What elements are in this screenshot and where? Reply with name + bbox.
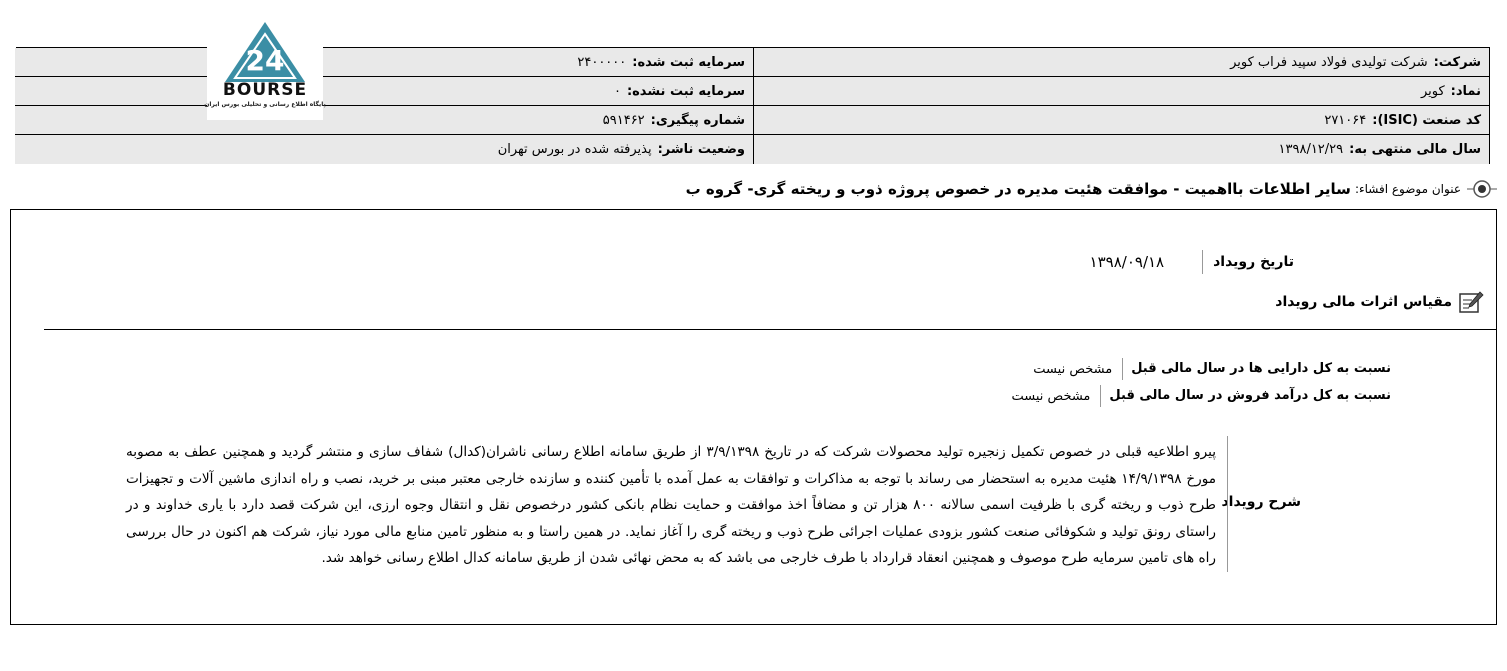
event-date-value: ۱۳۹۸/۰۹/۱۸	[1089, 253, 1165, 271]
disclosure-subject	[686, 176, 1497, 202]
isic-value: ۲۷۱۰۶۴	[1324, 112, 1367, 128]
ratio-assets-row	[1033, 358, 1391, 380]
symbol-cell	[753, 77, 1489, 106]
capital-registered-cell	[15, 48, 753, 77]
company-label: شرکت:	[1433, 54, 1481, 70]
edit-note-icon	[1458, 290, 1484, 314]
event-panel	[10, 209, 1497, 625]
description-separator	[1227, 436, 1228, 572]
subject-caption: عنوان موضوع افشاء:	[1354, 182, 1461, 196]
event-date-row	[1090, 250, 1294, 274]
event-description-text: پیرو اطلاعیه قبلی در خصوص تکمیل زنجیره تولید محصولات شرکت که در تاریخ ۳/۹/۱۳۹۸ از طریق سامانه اطلاع رسانی ناشران(کدال) شفاف سازی و منتشر گردید و همچنین عطف به مصوبه مورخ ۱۴/۹/۱۳۹۸ هئیت مدیره به استحضار می رساند با توجه به مذاکرات و توافقات به عمل آمده با تأمین کننده و سازنده خارجی معتبر مبنی بر خرید، نصب و راه اندازی ماشین آلات و تجهیزات طرح ذوب و ریخته گری با ظرفیت اسمی سالانه ۸۰۰ هزار تن و مضافاً اخذ موافقت و حمایت نظام بانکی کشور درخصوص نقل و انتقال وجوه ارزی، این شرکت قصد دارد با یاری خداوند و در راستای رونق تولید و شکوفائی صنعت کشور بزودی عملیات اجرائی طرح ذوب و ریخته گری را آغاز نماید. در همین راستا و به منظور تامین منابع مالی مورد نیاز، شرکت هم اکنون در حال بررسی راه های تامین سرمایه طرح موصوف و همچنین انعقاد قرارداد با طرف خارجی می باشد که به محض نهائی شدن از طریق سامانه کدال اطلاع رسانی خواهد شد.	[126, 444, 1217, 567]
company-value: شرکت تولیدی فولاد سپید فراب کویر	[1230, 54, 1428, 70]
tracking-label: شماره پیگیری:	[650, 112, 745, 128]
ratio-revenue-label: نسبت به کل درآمد فروش در سال مالی قبل	[1100, 385, 1391, 407]
capital-unregistered-label: سرمایه ثبت نشده:	[626, 83, 745, 99]
capital-unregistered-value: ۰	[613, 83, 621, 99]
publisher-status-value: پذیرفته شده در بورس تهران	[497, 142, 652, 157]
financial-impact-heading	[1275, 290, 1484, 314]
isic-cell	[753, 106, 1489, 135]
capital-registered-label: سرمایه ثبت شده:	[632, 54, 745, 70]
logo-wordmark: BOURSE	[222, 80, 308, 100]
event-date-label: تاریخ رویداد	[1202, 250, 1294, 274]
tracking-cell	[15, 106, 753, 135]
symbol-label: نماد:	[1450, 83, 1481, 99]
fiscal-year-cell	[753, 135, 1489, 164]
bourse-triangle-icon	[223, 20, 307, 84]
publisher-status-cell	[15, 135, 753, 164]
fiscal-year-label: سال مالی منتهی به:	[1349, 142, 1481, 157]
capital-registered-value: ۲۴۰۰۰۰۰	[577, 54, 627, 70]
tracking-value: ۵۹۱۴۶۲	[602, 112, 645, 128]
financial-impact-title: مقیاس اثرات مالی رویداد	[1275, 294, 1452, 310]
capital-unregistered-cell	[15, 77, 753, 106]
ratio-assets-label: نسبت به کل دارایی ها در سال مالی قبل	[1122, 358, 1391, 380]
isic-label: کد صنعت (ISIC):	[1372, 112, 1481, 128]
logo-number: 24	[245, 44, 285, 77]
event-description-label: شرح رویداد	[1221, 494, 1301, 510]
subject-title: سایر اطلاعات بااهمیت - موافقت هئیت مدیره در خصوص پروژه ذوب و ریخته گری- گروه ب	[685, 180, 1351, 198]
bourse24-logo	[204, 20, 326, 120]
ratio-revenue-row	[1011, 385, 1391, 407]
ratio-revenue-value: مشخص نیست	[1011, 388, 1091, 404]
symbol-value: کویر	[1420, 83, 1445, 99]
ratio-assets-value: مشخص نیست	[1033, 361, 1113, 377]
section-divider	[44, 329, 1496, 330]
publisher-status-label: وضعیت ناشر:	[657, 142, 745, 157]
target-bullet-icon	[1467, 176, 1497, 202]
company-cell	[753, 48, 1489, 77]
logo-subtitle: پایگاه اطلاع رسانی و تحلیلی بورس ایران	[204, 101, 326, 108]
fiscal-year-value: ۱۳۹۸/۱۲/۲۹	[1278, 142, 1344, 157]
